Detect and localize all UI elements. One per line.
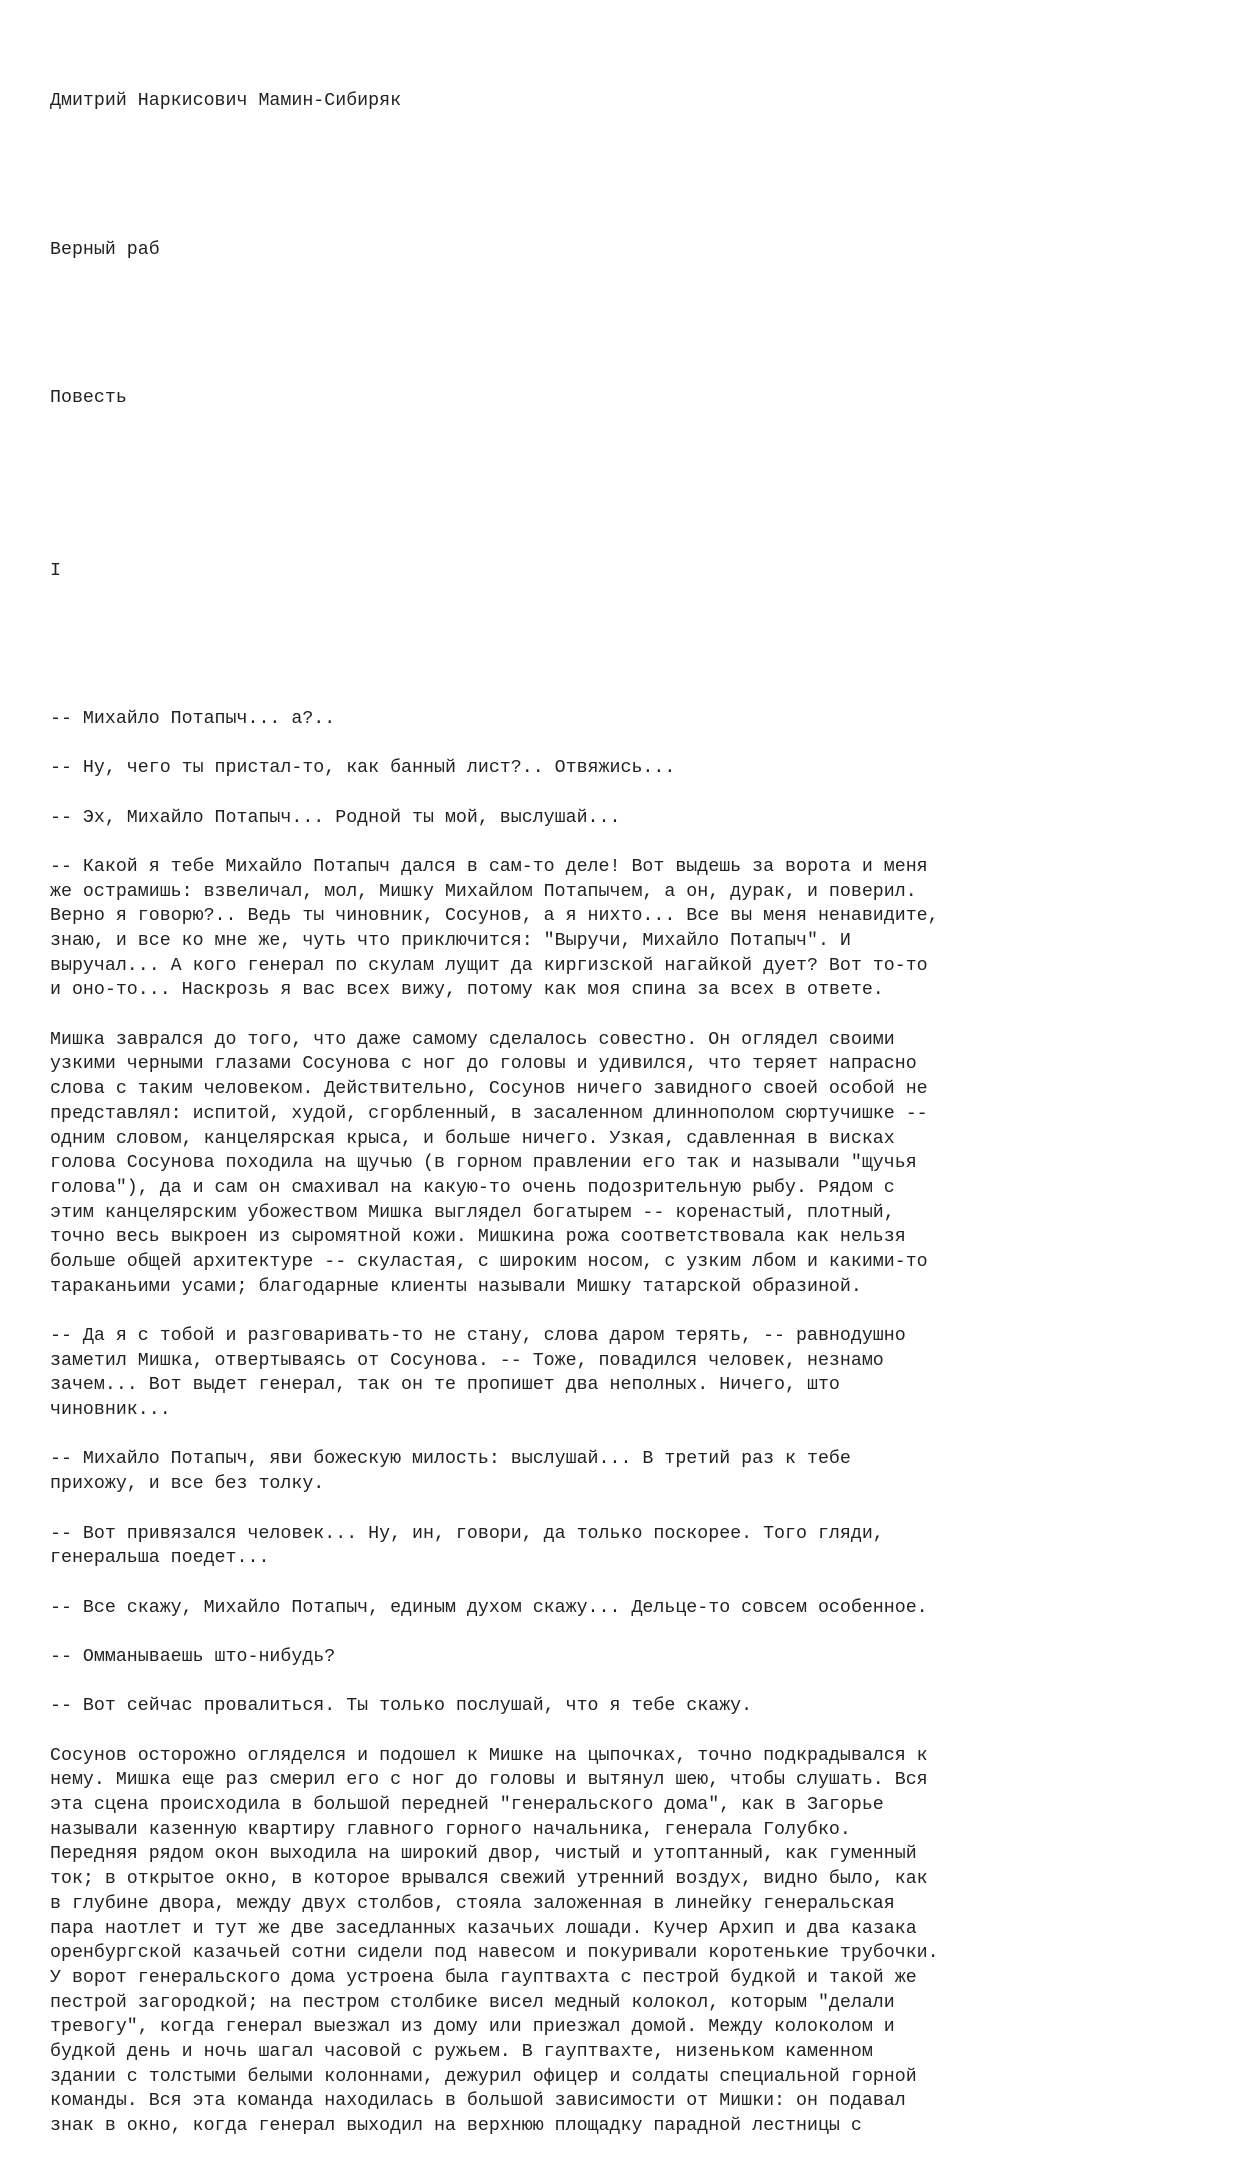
text-line: знаю, и все ко мне же, чуть что приключится: "Выручи, Михайло Потапыч". И — [50, 931, 851, 952]
text-line: -- Омманываешь што-нибудь? — [50, 1646, 336, 1667]
text-line: этим канцелярским убожеством Мишка выглядел богатырем -- коренастый, плотный, — [50, 1202, 895, 1223]
text-line: тревогу", когда генерал выезжал из дому или приезжал домой. Между колоколом и — [50, 2017, 895, 2038]
author-name: Дмитрий Наркисович Мамин-Сибиряк — [50, 91, 402, 112]
text-line: голова Сосунова походила на щучью (в горном правлении его так и называли "щучья — [50, 1153, 917, 1174]
text-line: знак в окно, когда генерал выходил на верхнюю площадку парадной лестницы с — [50, 2116, 862, 2137]
text-line: здании с толстыми белыми колоннами, дежурил офицер и солдаты специальной горной — [50, 2066, 917, 2087]
text-line: Сосунов осторожно огляделся и подошел к Мишке на цыпочках, точно подкрадывался к — [50, 1745, 928, 1766]
text-line: -- Да я с тобой и разговаривать-то не стану, слова даром терять, -- равнодушно — [50, 1326, 906, 1347]
text-line: представлял: испитой, худой, сгорбленный, в засаленном длиннополом сюртучишке -- — [50, 1103, 928, 1124]
text-line: чиновник... — [50, 1400, 171, 1421]
text-line: команды. Вся эта команда находилась в большой зависимости от Мишки: он подавал — [50, 2091, 906, 2112]
text-line: в глубине двора, между двух столбов, стояла заложенная в линейку генеральская — [50, 1893, 895, 1914]
paragraph — [50, 1694, 1200, 1719]
text-line: -- Михайло Потапыч, яви божескую милость: выслушай... В третий раз к тебе — [50, 1449, 851, 1470]
chapter-number: I — [50, 560, 61, 581]
book-genre: Повесть — [50, 387, 127, 408]
text-line: -- Какой я тебе Михайло Потапыч дался в сам-то деле! Вот выдешь за ворота и меня — [50, 856, 928, 877]
text-line: -- Михайло Потапыч... а?.. — [50, 708, 336, 729]
text-line: называли казенную квартиру главного горного начальника, генерала Голубко. — [50, 1819, 851, 1840]
text-line: больше общей архитектуре -- скуластая, с широким носом, с узким лбом и какими-то — [50, 1251, 928, 1272]
book-title: Верный раб — [50, 239, 160, 260]
text-line: одним словом, канцелярская крыса, и больше ничего. Узкая, сдавленная в висках — [50, 1128, 895, 1149]
paragraph — [50, 1744, 1200, 2139]
text-line: точно весь выкроен из сыромятной кожи. Мишкина рожа соответствовала как нельзя — [50, 1227, 906, 1248]
paragraph — [50, 1596, 1200, 1621]
paragraph — [50, 1028, 1200, 1300]
text-line: будкой день и ночь шагал часовой с ружьем. В гауптвахте, низеньком каменном — [50, 2041, 873, 2062]
paragraph — [50, 855, 1200, 1003]
text-line: Мишка заврался до того, что даже самому сделалось совестно. Он оглядел своими — [50, 1029, 895, 1050]
text-line: пестрой загородкой; на пестром столбике висел медный колокол, которым "делали — [50, 1992, 895, 2013]
paragraph — [50, 1324, 1200, 1423]
text-line: же острамишь: взвеличал, мол, Мишку Михайлом Потапычем, а он, дурак, и поверил. — [50, 881, 917, 902]
text-line: и оно-то... Наскрозь я вас всех вижу, потому как моя спина за всех в ответе. — [50, 980, 884, 1001]
paragraph — [50, 707, 1200, 732]
text-line: тараканьими усами; благодарные клиенты называли Мишку татарской образиной. — [50, 1276, 862, 1297]
paragraph — [50, 756, 1200, 781]
paragraph — [50, 1447, 1200, 1496]
text-line: оренбургской казачьей сотни сидели под навесом и покуривали коротенькие трубочки. — [50, 1943, 939, 1964]
paragraph — [50, 1522, 1200, 1571]
text-line: узкими черными глазами Сосунова с ног до головы и удивился, что теряет напрасно — [50, 1054, 917, 1075]
text-line: -- Ну, чего ты пристал-то, как банный лист?.. Отвяжись... — [50, 758, 676, 779]
text-line: -- Эх, Михайло Потапыч... Родной ты мой, выслушай... — [50, 807, 621, 828]
text-line: Передняя рядом окон выходила на широкий двор, чистый и утоптанный, как гуменный — [50, 1844, 917, 1865]
text-line: нему. Мишка еще раз смерил его с ног до головы и вытянул шею, чтобы слушать. Вся — [50, 1770, 928, 1791]
text-line: У ворот генеральского дома устроена была гауптвахта с пестрой будкой и такой же — [50, 1967, 917, 1988]
body-text — [50, 707, 1200, 2139]
text-line: генеральша поедет... — [50, 1548, 270, 1569]
text-line: ток; в открытое окно, в которое врывался свежий утренний воздух, видно было, как — [50, 1869, 928, 1890]
text-line: выручал... А кого генерал по скулам лущит да киргизской нагайкой дует? Вот то-то — [50, 955, 928, 976]
text-line: -- Все скажу, Михайло Потапыч, единым духом скажу... Дельце-то совсем особенное. — [50, 1597, 928, 1618]
text-line: прихожу, и все без толку. — [50, 1474, 325, 1495]
text-line: Верно я говорю?.. Ведь ты чиновник, Сосунов, а я нихто... Все вы меня ненавидите, — [50, 906, 939, 927]
text-line: заметил Мишка, отвертываясь от Сосунова. -- Тоже, повадился человек, незнамо — [50, 1350, 884, 1371]
document-page — [50, 40, 1200, 2163]
text-line: эта сцена происходила в большой передней "генеральского дома", как в Загорье — [50, 1795, 884, 1816]
text-line: слова с таким человеком. Действительно, Сосунов ничего завидного своей особой не — [50, 1079, 928, 1100]
paragraph — [50, 1645, 1200, 1670]
text-line: -- Вот привязался человек... Ну, ин, говори, да только поскорее. Того гляди, — [50, 1523, 884, 1544]
text-line: голова"), да и сам он смахивал на какую-то очень подозрительную рыбу. Рядом с — [50, 1177, 895, 1198]
text-line: пара наотлет и тут же две заседланных казачьих лошади. Кучер Архип и два казака — [50, 1918, 917, 1939]
text-line: -- Вот сейчас провалиться. Ты только послушай, что я тебе скажу. — [50, 1696, 753, 1717]
paragraph — [50, 806, 1200, 831]
text-line: зачем... Вот выдет генерал, так он те пропишет два неполных. Ничего, што — [50, 1375, 840, 1396]
